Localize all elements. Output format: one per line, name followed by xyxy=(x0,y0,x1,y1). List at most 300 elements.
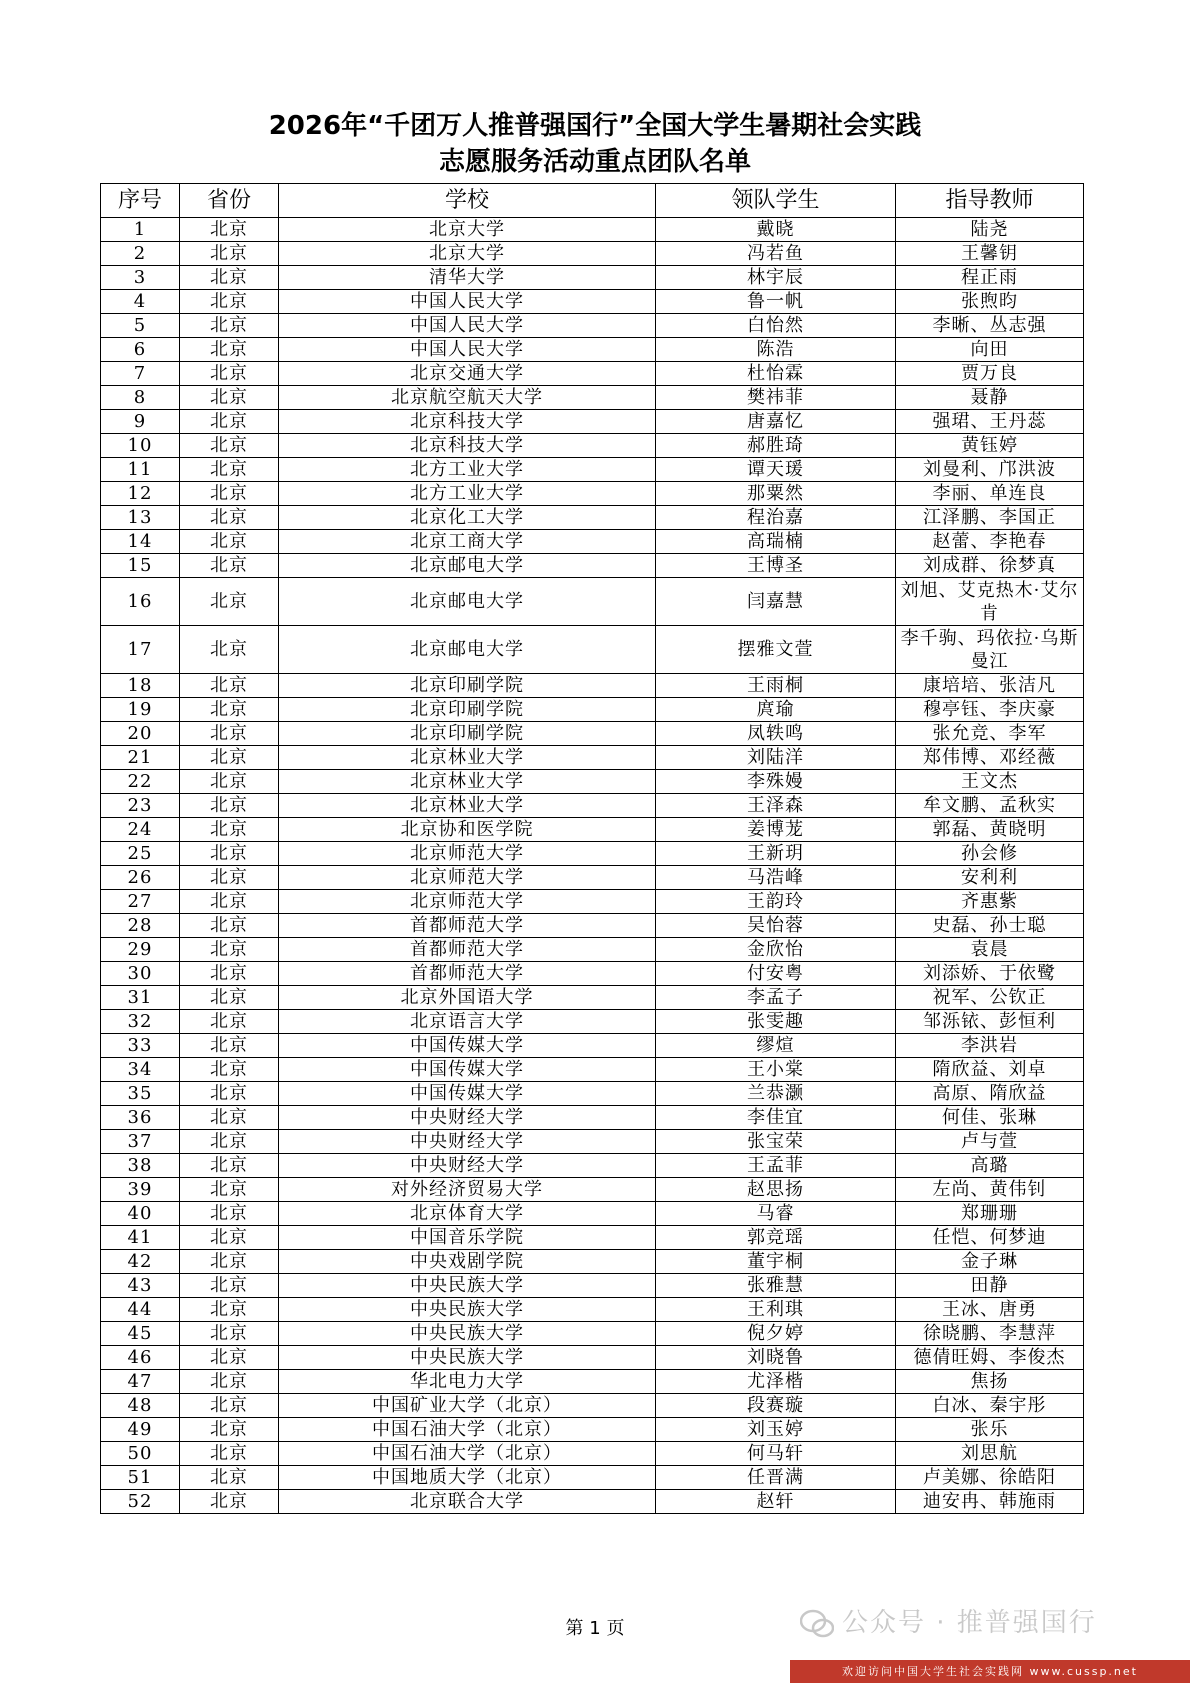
cell-province: 北京 xyxy=(180,1370,279,1394)
cell-school: 北京科技大学 xyxy=(279,410,656,434)
cell-index: 1 xyxy=(101,218,180,242)
table-row xyxy=(101,290,1084,314)
cell-province: 北京 xyxy=(180,914,279,938)
cell-index: 13 xyxy=(101,506,180,530)
cell-province: 北京 xyxy=(180,866,279,890)
cell-province: 北京 xyxy=(180,842,279,866)
cell-index: 46 xyxy=(101,1346,180,1370)
cell-index: 16 xyxy=(101,578,180,626)
cell-index: 26 xyxy=(101,866,180,890)
cell-school: 中央民族大学 xyxy=(279,1322,656,1346)
cell-school: 北京协和医学院 xyxy=(279,818,656,842)
cell-student-leader: 李孟子 xyxy=(656,986,896,1010)
cell-student-leader: 唐嘉忆 xyxy=(656,410,896,434)
cell-school: 北京印刷学院 xyxy=(279,698,656,722)
cell-province: 北京 xyxy=(180,1346,279,1370)
cell-student-leader: 白怡然 xyxy=(656,314,896,338)
cell-advisor: 向田 xyxy=(896,338,1084,362)
cell-school: 北京交通大学 xyxy=(279,362,656,386)
cell-province: 北京 xyxy=(180,674,279,698)
cell-student-leader: 缪煊 xyxy=(656,1034,896,1058)
cell-advisor: 陆尧 xyxy=(896,218,1084,242)
cell-province: 北京 xyxy=(180,1034,279,1058)
cell-advisor: 王冰、唐勇 xyxy=(896,1298,1084,1322)
cell-student-leader: 摆雅文萱 xyxy=(656,626,896,674)
cell-student-leader: 郭竞瑶 xyxy=(656,1226,896,1250)
cell-student-leader: 董宇桐 xyxy=(656,1250,896,1274)
cell-index: 37 xyxy=(101,1130,180,1154)
cell-province: 北京 xyxy=(180,530,279,554)
cell-student-leader: 李佳宜 xyxy=(656,1106,896,1130)
cell-advisor: 左尚、黄伟钊 xyxy=(896,1178,1084,1202)
cell-school: 北京师范大学 xyxy=(279,890,656,914)
cell-advisor: 江泽鹏、李国正 xyxy=(896,506,1084,530)
table-row xyxy=(101,794,1084,818)
cell-student-leader: 张宝荣 xyxy=(656,1130,896,1154)
cell-index: 40 xyxy=(101,1202,180,1226)
cell-index: 9 xyxy=(101,410,180,434)
table-row xyxy=(101,1490,1084,1514)
table-row xyxy=(101,1298,1084,1322)
cell-advisor: 李洪岩 xyxy=(896,1034,1084,1058)
cell-index: 47 xyxy=(101,1370,180,1394)
cell-province: 北京 xyxy=(180,578,279,626)
cell-index: 30 xyxy=(101,962,180,986)
cell-province: 北京 xyxy=(180,962,279,986)
cell-school: 首都师范大学 xyxy=(279,914,656,938)
cell-province: 北京 xyxy=(180,338,279,362)
cell-index: 41 xyxy=(101,1226,180,1250)
cell-student-leader: 陈浩 xyxy=(656,338,896,362)
cell-index: 29 xyxy=(101,938,180,962)
cell-index: 45 xyxy=(101,1322,180,1346)
cell-school: 北京师范大学 xyxy=(279,866,656,890)
cell-index: 17 xyxy=(101,626,180,674)
cell-index: 15 xyxy=(101,554,180,578)
cell-advisor: 任恺、何梦迪 xyxy=(896,1226,1084,1250)
cell-school: 中国人民大学 xyxy=(279,338,656,362)
cell-index: 42 xyxy=(101,1250,180,1274)
cell-advisor: 齐惠紫 xyxy=(896,890,1084,914)
cell-index: 3 xyxy=(101,266,180,290)
cell-advisor: 康培培、张洁凡 xyxy=(896,674,1084,698)
cell-student-leader: 王小棠 xyxy=(656,1058,896,1082)
cell-student-leader: 刘晓鲁 xyxy=(656,1346,896,1370)
table-row xyxy=(101,482,1084,506)
cell-school: 中央民族大学 xyxy=(279,1274,656,1298)
cell-student-leader: 王雨桐 xyxy=(656,674,896,698)
cell-province: 北京 xyxy=(180,290,279,314)
cell-student-leader: 王孟菲 xyxy=(656,1154,896,1178)
cell-student-leader: 庹瑜 xyxy=(656,698,896,722)
cell-index: 19 xyxy=(101,698,180,722)
cell-school: 中国人民大学 xyxy=(279,290,656,314)
cell-index: 25 xyxy=(101,842,180,866)
cell-index: 23 xyxy=(101,794,180,818)
cell-student-leader: 戴晓 xyxy=(656,218,896,242)
table-row xyxy=(101,770,1084,794)
cell-advisor: 刘思航 xyxy=(896,1442,1084,1466)
table-row xyxy=(101,1082,1084,1106)
cell-advisor: 焦扬 xyxy=(896,1370,1084,1394)
cell-province: 北京 xyxy=(180,626,279,674)
cell-province: 北京 xyxy=(180,1418,279,1442)
cell-index: 51 xyxy=(101,1466,180,1490)
cell-index: 44 xyxy=(101,1298,180,1322)
cell-advisor: 高璐 xyxy=(896,1154,1084,1178)
cell-student-leader: 倪夕婷 xyxy=(656,1322,896,1346)
cell-advisor: 徐晓鹏、李慧萍 xyxy=(896,1322,1084,1346)
cell-school: 中央民族大学 xyxy=(279,1298,656,1322)
table-row xyxy=(101,1058,1084,1082)
cell-advisor: 金子琳 xyxy=(896,1250,1084,1274)
cell-advisor: 卢与萱 xyxy=(896,1130,1084,1154)
cell-advisor: 邹泺铱、彭恒利 xyxy=(896,1010,1084,1034)
cell-index: 27 xyxy=(101,890,180,914)
table-row xyxy=(101,554,1084,578)
table-row xyxy=(101,722,1084,746)
table-row xyxy=(101,1154,1084,1178)
cell-province: 北京 xyxy=(180,482,279,506)
table-row xyxy=(101,938,1084,962)
cell-index: 34 xyxy=(101,1058,180,1082)
table-row xyxy=(101,1178,1084,1202)
cell-student-leader: 郝胜琦 xyxy=(656,434,896,458)
cell-student-leader: 刘陆洋 xyxy=(656,746,896,770)
cell-student-leader: 付安粤 xyxy=(656,962,896,986)
cell-student-leader: 张雯趣 xyxy=(656,1010,896,1034)
cell-advisor: 强珺、王丹蕊 xyxy=(896,410,1084,434)
table-row xyxy=(101,674,1084,698)
table-header-row xyxy=(101,184,1084,218)
cell-school: 北京工商大学 xyxy=(279,530,656,554)
cell-student-leader: 何马轩 xyxy=(656,1442,896,1466)
cell-province: 北京 xyxy=(180,1226,279,1250)
watermark xyxy=(800,1602,1097,1639)
cell-province: 北京 xyxy=(180,1058,279,1082)
table-row xyxy=(101,1370,1084,1394)
table-row xyxy=(101,1346,1084,1370)
table-row xyxy=(101,530,1084,554)
header-school: 学校 xyxy=(279,184,656,218)
cell-index: 39 xyxy=(101,1178,180,1202)
cell-student-leader: 李殊嫚 xyxy=(656,770,896,794)
cell-province: 北京 xyxy=(180,938,279,962)
cell-student-leader: 马睿 xyxy=(656,1202,896,1226)
cell-index: 50 xyxy=(101,1442,180,1466)
table-row xyxy=(101,1034,1084,1058)
cell-advisor: 刘曼利、邝洪波 xyxy=(896,458,1084,482)
cell-school: 北京语言大学 xyxy=(279,1010,656,1034)
cell-student-leader: 任晋满 xyxy=(656,1466,896,1490)
cell-index: 48 xyxy=(101,1394,180,1418)
cell-school: 北京体育大学 xyxy=(279,1202,656,1226)
cell-advisor: 祝军、公钦正 xyxy=(896,986,1084,1010)
cell-index: 20 xyxy=(101,722,180,746)
cell-province: 北京 xyxy=(180,1490,279,1514)
cell-advisor: 何佳、张琳 xyxy=(896,1106,1084,1130)
table-row xyxy=(101,242,1084,266)
header-advisor: 指导教师 xyxy=(896,184,1084,218)
cell-student-leader: 赵思扬 xyxy=(656,1178,896,1202)
table-row xyxy=(101,1106,1084,1130)
cell-advisor: 李千驹、玛依拉·乌斯曼江 xyxy=(896,626,1084,674)
cell-student-leader: 姜博茏 xyxy=(656,818,896,842)
cell-advisor: 牟文鹏、孟秋实 xyxy=(896,794,1084,818)
cell-province: 北京 xyxy=(180,1010,279,1034)
cell-advisor: 迪安冉、韩施雨 xyxy=(896,1490,1084,1514)
cell-advisor: 安利利 xyxy=(896,866,1084,890)
cell-index: 36 xyxy=(101,1106,180,1130)
header-student-leader: 领队学生 xyxy=(656,184,896,218)
table-row xyxy=(101,914,1084,938)
cell-advisor: 高原、隋欣益 xyxy=(896,1082,1084,1106)
table-row xyxy=(101,314,1084,338)
cell-province: 北京 xyxy=(180,1154,279,1178)
cell-school: 北京林业大学 xyxy=(279,770,656,794)
cell-school: 中国石油大学（北京） xyxy=(279,1442,656,1466)
cell-advisor: 程正雨 xyxy=(896,266,1084,290)
cell-province: 北京 xyxy=(180,770,279,794)
cell-advisor: 黄钰婷 xyxy=(896,434,1084,458)
cell-school: 北京科技大学 xyxy=(279,434,656,458)
cell-index: 33 xyxy=(101,1034,180,1058)
table-row xyxy=(101,890,1084,914)
cell-advisor: 袁晨 xyxy=(896,938,1084,962)
cell-school: 北京联合大学 xyxy=(279,1490,656,1514)
cell-advisor: 张乐 xyxy=(896,1418,1084,1442)
cell-school: 中国人民大学 xyxy=(279,314,656,338)
table-row xyxy=(101,866,1084,890)
cell-student-leader: 尤泽楷 xyxy=(656,1370,896,1394)
cell-student-leader: 那粟然 xyxy=(656,482,896,506)
cell-index: 28 xyxy=(101,914,180,938)
cell-student-leader: 程治嘉 xyxy=(656,506,896,530)
cell-advisor: 刘添娇、于依鹭 xyxy=(896,962,1084,986)
page-number: 第 1 页 xyxy=(565,1618,625,1639)
table-row xyxy=(101,986,1084,1010)
cell-advisor: 王文杰 xyxy=(896,770,1084,794)
table-row xyxy=(101,266,1084,290)
cell-province: 北京 xyxy=(180,1250,279,1274)
cell-student-leader: 杜怡霖 xyxy=(656,362,896,386)
cell-province: 北京 xyxy=(180,314,279,338)
table-row xyxy=(101,1250,1084,1274)
cell-index: 32 xyxy=(101,1010,180,1034)
cell-school: 清华大学 xyxy=(279,266,656,290)
cell-school: 对外经济贸易大学 xyxy=(279,1178,656,1202)
cell-index: 8 xyxy=(101,386,180,410)
watermark-text: 公众号 · 推普强国行 xyxy=(842,1608,1097,1638)
cell-school: 北京师范大学 xyxy=(279,842,656,866)
cell-school: 中央民族大学 xyxy=(279,1346,656,1370)
cell-school: 北京林业大学 xyxy=(279,746,656,770)
cell-index: 7 xyxy=(101,362,180,386)
cell-index: 31 xyxy=(101,986,180,1010)
cell-school: 北京林业大学 xyxy=(279,794,656,818)
header-index: 序号 xyxy=(101,184,180,218)
cell-province: 北京 xyxy=(180,458,279,482)
cell-student-leader: 张雅慧 xyxy=(656,1274,896,1298)
cell-school: 北京邮电大学 xyxy=(279,578,656,626)
table-row xyxy=(101,962,1084,986)
table-row xyxy=(101,410,1084,434)
table-row xyxy=(101,386,1084,410)
cell-province: 北京 xyxy=(180,1466,279,1490)
cell-province: 北京 xyxy=(180,1298,279,1322)
cell-province: 北京 xyxy=(180,1178,279,1202)
cell-school: 北京大学 xyxy=(279,218,656,242)
cell-index: 38 xyxy=(101,1154,180,1178)
cell-advisor: 聂静 xyxy=(896,386,1084,410)
table-row xyxy=(101,698,1084,722)
table-row xyxy=(101,1226,1084,1250)
cell-province: 北京 xyxy=(180,794,279,818)
cell-advisor: 田静 xyxy=(896,1274,1084,1298)
cell-index: 43 xyxy=(101,1274,180,1298)
cell-index: 22 xyxy=(101,770,180,794)
table-row xyxy=(101,1442,1084,1466)
cell-student-leader: 闫嘉慧 xyxy=(656,578,896,626)
cell-school: 北京大学 xyxy=(279,242,656,266)
cell-school: 北京航空航天大学 xyxy=(279,386,656,410)
cell-province: 北京 xyxy=(180,1082,279,1106)
cell-province: 北京 xyxy=(180,986,279,1010)
cell-index: 21 xyxy=(101,746,180,770)
table-row xyxy=(101,818,1084,842)
cell-school: 中央财经大学 xyxy=(279,1130,656,1154)
table-row xyxy=(101,578,1084,626)
cell-school: 北京邮电大学 xyxy=(279,626,656,674)
cell-advisor: 郑伟博、邓经薇 xyxy=(896,746,1084,770)
table-row xyxy=(101,1418,1084,1442)
cell-index: 5 xyxy=(101,314,180,338)
cell-student-leader: 王利琪 xyxy=(656,1298,896,1322)
cell-advisor: 李丽、单连良 xyxy=(896,482,1084,506)
cell-school: 中国音乐学院 xyxy=(279,1226,656,1250)
cell-province: 北京 xyxy=(180,506,279,530)
cell-school: 中国石油大学（北京） xyxy=(279,1418,656,1442)
cell-student-leader: 兰恭灏 xyxy=(656,1082,896,1106)
cell-advisor: 张允竞、李军 xyxy=(896,722,1084,746)
cell-province: 北京 xyxy=(180,386,279,410)
cell-province: 北京 xyxy=(180,362,279,386)
document-title-line1: 2026年“千团万人推普强国行”全国大学生暑期社会实践 xyxy=(268,111,922,141)
table-row xyxy=(101,1010,1084,1034)
cell-student-leader: 王博圣 xyxy=(656,554,896,578)
team-list-table xyxy=(100,183,1084,1514)
cell-province: 北京 xyxy=(180,1394,279,1418)
cell-advisor: 赵蕾、李艳春 xyxy=(896,530,1084,554)
cell-province: 北京 xyxy=(180,218,279,242)
cell-advisor: 德倩旺姆、李俊杰 xyxy=(896,1346,1084,1370)
wechat-logo-icon xyxy=(800,1609,834,1639)
cell-advisor: 郭磊、黄晓明 xyxy=(896,818,1084,842)
cell-school: 北方工业大学 xyxy=(279,482,656,506)
cell-student-leader: 林宇辰 xyxy=(656,266,896,290)
cell-index: 10 xyxy=(101,434,180,458)
cell-index: 2 xyxy=(101,242,180,266)
document-title-line2: 志愿服务活动重点团队名单 xyxy=(438,147,751,177)
cell-index: 11 xyxy=(101,458,180,482)
cell-advisor: 白冰、秦宇彤 xyxy=(896,1394,1084,1418)
cell-school: 中国传媒大学 xyxy=(279,1082,656,1106)
cell-school: 首都师范大学 xyxy=(279,962,656,986)
cell-province: 北京 xyxy=(180,554,279,578)
cell-student-leader: 冯若鱼 xyxy=(656,242,896,266)
cell-school: 首都师范大学 xyxy=(279,938,656,962)
cell-index: 6 xyxy=(101,338,180,362)
cell-student-leader: 刘玉婷 xyxy=(656,1418,896,1442)
cell-student-leader: 鲁一帆 xyxy=(656,290,896,314)
table-row xyxy=(101,842,1084,866)
cell-province: 北京 xyxy=(180,1442,279,1466)
cell-province: 北京 xyxy=(180,722,279,746)
cell-index: 52 xyxy=(101,1490,180,1514)
cell-province: 北京 xyxy=(180,1130,279,1154)
cell-school: 中国矿业大学（北京） xyxy=(279,1394,656,1418)
cell-province: 北京 xyxy=(180,410,279,434)
cell-province: 北京 xyxy=(180,1106,279,1130)
table-row xyxy=(101,746,1084,770)
cell-student-leader: 樊祎菲 xyxy=(656,386,896,410)
cell-advisor: 李晰、丛志强 xyxy=(896,314,1084,338)
cell-advisor: 孙会修 xyxy=(896,842,1084,866)
cell-student-leader: 马浩峰 xyxy=(656,866,896,890)
cell-index: 49 xyxy=(101,1418,180,1442)
table-row xyxy=(101,362,1084,386)
table-row xyxy=(101,1274,1084,1298)
table-row xyxy=(101,1466,1084,1490)
cell-index: 4 xyxy=(101,290,180,314)
table-row xyxy=(101,458,1084,482)
cell-school: 北方工业大学 xyxy=(279,458,656,482)
cell-school: 中央财经大学 xyxy=(279,1154,656,1178)
cell-advisor: 王馨钥 xyxy=(896,242,1084,266)
cell-province: 北京 xyxy=(180,746,279,770)
cell-index: 24 xyxy=(101,818,180,842)
cell-student-leader: 金欣怡 xyxy=(656,938,896,962)
cell-province: 北京 xyxy=(180,818,279,842)
cell-student-leader: 赵轩 xyxy=(656,1490,896,1514)
cell-school: 中央戏剧学院 xyxy=(279,1250,656,1274)
cell-advisor: 刘旭、艾克热木·艾尔肯 xyxy=(896,578,1084,626)
table-row xyxy=(101,434,1084,458)
website-banner: 欢迎访问中国大学生社会实践网 www.cussp.net xyxy=(790,1660,1190,1683)
cell-advisor: 贾万良 xyxy=(896,362,1084,386)
cell-student-leader: 谭天瑗 xyxy=(656,458,896,482)
cell-province: 北京 xyxy=(180,698,279,722)
cell-student-leader: 段赛璇 xyxy=(656,1394,896,1418)
cell-advisor: 史磊、孙士聪 xyxy=(896,914,1084,938)
cell-school: 中国地质大学（北京） xyxy=(279,1466,656,1490)
cell-advisor: 隋欣益、刘卓 xyxy=(896,1058,1084,1082)
table-row xyxy=(101,506,1084,530)
cell-student-leader: 凤轶鸣 xyxy=(656,722,896,746)
cell-province: 北京 xyxy=(180,890,279,914)
table-body xyxy=(101,218,1084,1514)
cell-school: 北京化工大学 xyxy=(279,506,656,530)
table-row xyxy=(101,1202,1084,1226)
cell-school: 北京邮电大学 xyxy=(279,554,656,578)
table-row xyxy=(101,218,1084,242)
cell-student-leader: 王新玥 xyxy=(656,842,896,866)
cell-province: 北京 xyxy=(180,1274,279,1298)
cell-advisor: 卢美娜、徐皓阳 xyxy=(896,1466,1084,1490)
cell-school: 中国传媒大学 xyxy=(279,1058,656,1082)
cell-student-leader: 高瑞楠 xyxy=(656,530,896,554)
cell-school: 中国传媒大学 xyxy=(279,1034,656,1058)
